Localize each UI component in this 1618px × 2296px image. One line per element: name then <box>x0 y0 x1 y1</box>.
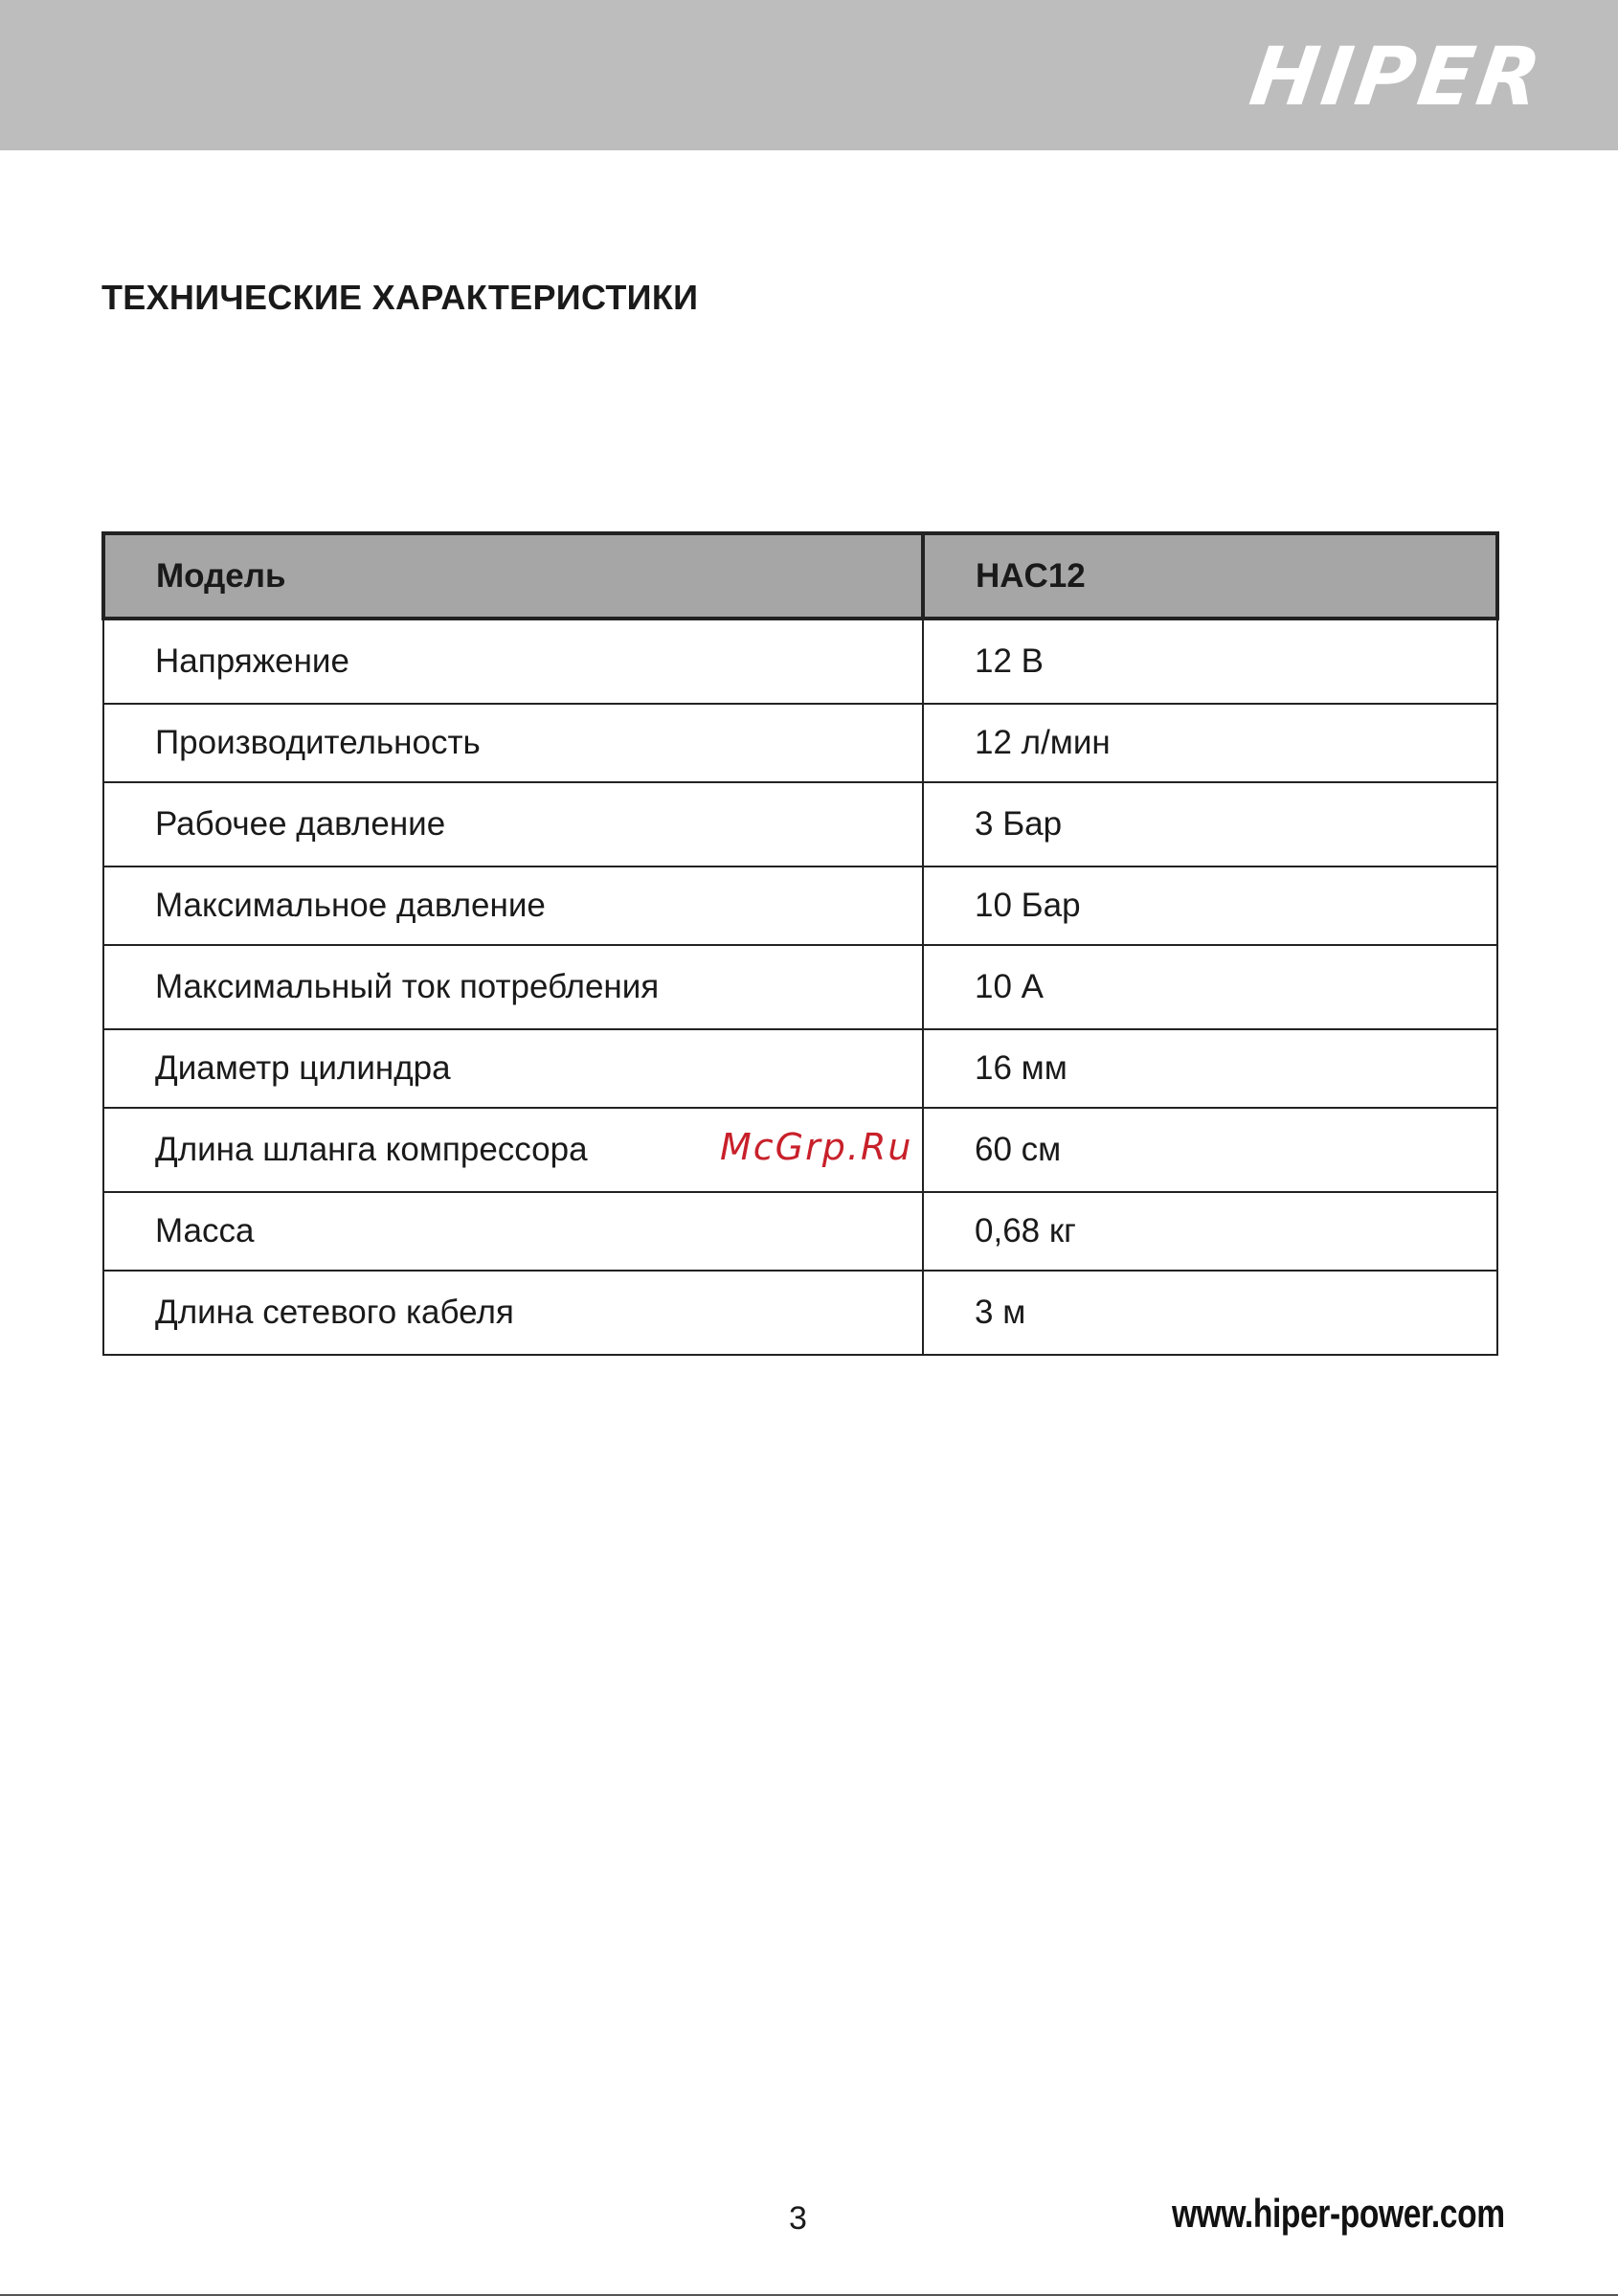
table-row <box>103 782 1497 867</box>
row-value: 10 А <box>923 945 1497 1029</box>
row-value: 12 л/мин <box>923 704 1497 782</box>
watermark: McGrp.Ru <box>720 1126 913 1168</box>
page-number: 3 <box>789 2200 807 2237</box>
page-title: ТЕХНИЧЕСКИЕ ХАРАКТЕРИСТИКИ <box>101 278 699 317</box>
table-row <box>103 945 1497 1029</box>
row-value: 0,68 кг <box>923 1192 1497 1271</box>
row-value: 60 см <box>923 1108 1497 1192</box>
row-label: Длина сетевого кабеля <box>103 1271 923 1355</box>
row-label: Производительность <box>103 704 923 782</box>
row-value: 12 В <box>923 619 1497 704</box>
row-value: 10 Бар <box>923 867 1497 945</box>
row-label: Диаметр цилиндра <box>103 1029 923 1108</box>
header-cell-value: HAC12 <box>923 533 1497 619</box>
specifications-table <box>101 531 1499 1356</box>
table-header-row <box>103 533 1497 619</box>
table-row <box>103 1271 1497 1355</box>
row-value: 16 мм <box>923 1029 1497 1108</box>
row-value: 3 м <box>923 1271 1497 1355</box>
website-link[interactable]: www.hiper-power.com <box>1172 2191 1505 2236</box>
header-cell-label: Модель <box>103 533 923 619</box>
table-row <box>103 1192 1497 1271</box>
row-label: Рабочее давление <box>103 782 923 867</box>
brand-logo: HIPER <box>1244 30 1550 124</box>
table-row <box>103 867 1497 945</box>
row-label: Максимальный ток потребления <box>103 945 923 1029</box>
table-row <box>103 704 1497 782</box>
row-label: Максимальное давление <box>103 867 923 945</box>
row-value: 3 Бар <box>923 782 1497 867</box>
row-label: Масса <box>103 1192 923 1271</box>
row-label: Длина шланга компрессора <box>103 1108 923 1192</box>
row-label: Напряжение <box>103 619 923 704</box>
table-row <box>103 619 1497 704</box>
table-row <box>103 1029 1497 1108</box>
